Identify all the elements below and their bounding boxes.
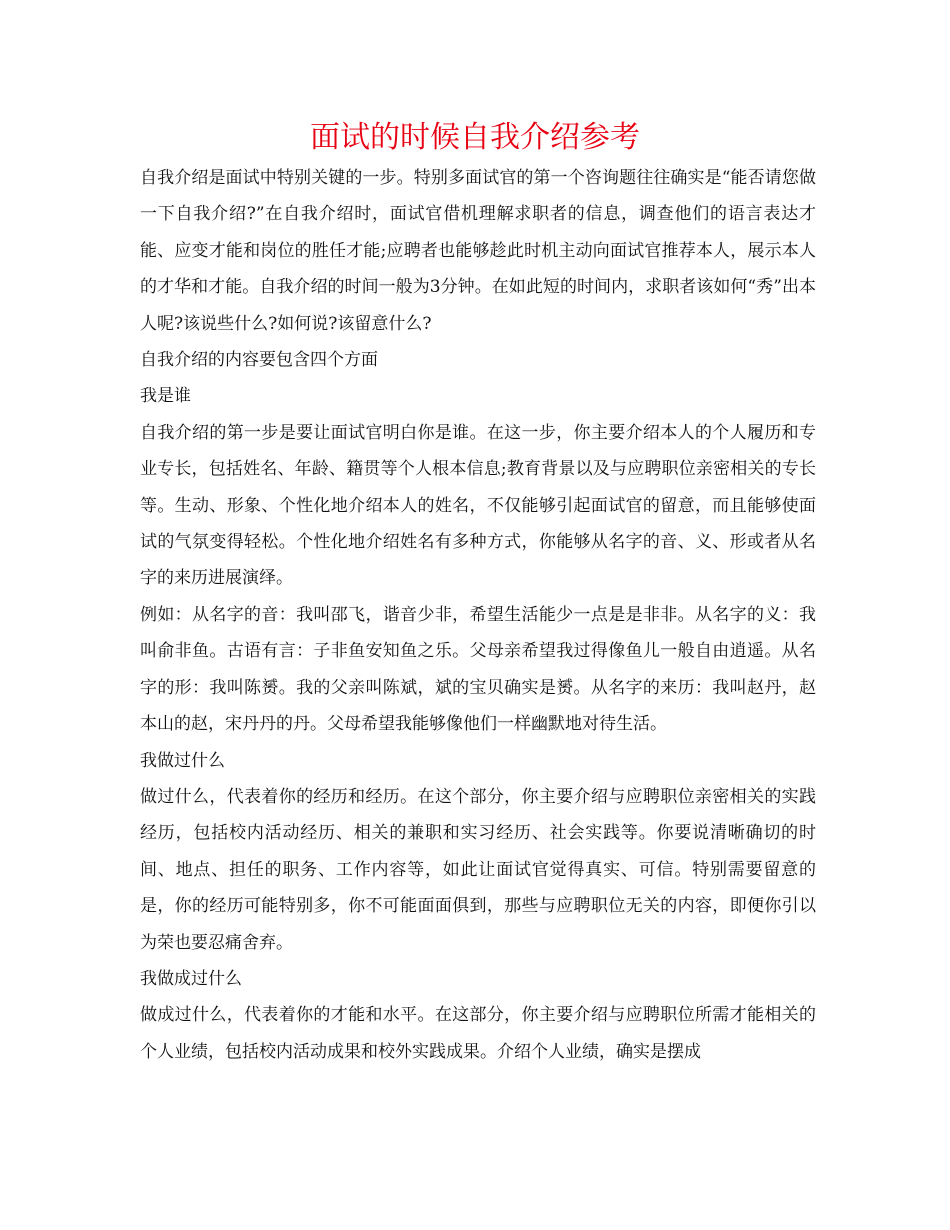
document-title: 面试的时候自我介绍参考 [310, 120, 640, 155]
name-examples-paragraph: 例如：从名字的音：我叫邵飞，谐音少非，希望生活能少一点是是非非。从名字的义：我叫俞非鱼。古语有言：子非鱼安知鱼之乐。父母亲希望我过得像鱼儿一般自由逍遥。从名字的形：我叫陈赟。我的父亲叫陈斌，斌的宝贝确实是赟。从名字的来历：我叫赵丹，赵本山的赵，宋丹丹的丹。父母希望我能够像他们一样幽默地对待生活。 [140, 604, 816, 735]
section-overview-line: 自我介绍的内容要包含四个方面 [140, 350, 378, 371]
section-heading-who-am-i: 我是谁 [140, 386, 191, 407]
what-i-did-paragraph: 做过什么，代表着你的经历和经历。在这个部分，你主要介绍与应聘职位亲密相关的实践经历，包括校内活动经历、相关的兼职和实习经历、社会实践等。你要说清晰确切的时间、地点、担任的职务、工作内容等，如此让面试官觉得真实、可信。特别需要留意的是，你的经历可能特别多，你不可能面面俱到，那些与应聘职位无关的内容，即便你引以为荣也要忍痛舍弃。 [140, 786, 816, 953]
section-heading-what-i-did: 我做过什么 [140, 750, 225, 771]
intro-paragraph: 自我介绍是面试中特别关键的一步。特别多面试官的第一个咨询题往往确实是“能否请您做一下自我介绍?”在自我介绍时，面试官借机理解求职者的信息，调查他们的语言表达才能、应变才能和岗位的胜任才能;应聘者也能够趁此时机主动向面试官推荐本人，展示本人的才华和才能。自我介绍的时间一般为3分钟。在如此短的时间内，求职者该如何“秀”出本人呢?该说些什么?如何说?该留意什么? [140, 168, 816, 334]
section-heading-achievements: 我做成过什么 [140, 968, 242, 989]
who-am-i-paragraph: 自我介绍的第一步是要让面试官明白你是谁。在这一步，你主要介绍本人的个人履历和专业专长，包括姓名、年龄、籍贯等个人根本信息;教育背景以及与应聘职位亲密相关的专长等。生动、形象、个性化地介绍本人的姓名，不仅能够引起面试官的留意，而且能够使面试的气氛变得轻松。个性化地介绍姓名有多种方式，你能够从名字的音、义、形或者从名字的来历进展演绎。 [140, 422, 816, 589]
document-body [140, 160, 816, 1070]
achievements-paragraph: 做成过什么，代表着你的才能和水平。在这部分，你主要介绍与应聘职位所需才能相关的个人业绩，包括校内活动成果和校外实践成果。介绍个人业绩，确实是摆成 [140, 1005, 816, 1062]
